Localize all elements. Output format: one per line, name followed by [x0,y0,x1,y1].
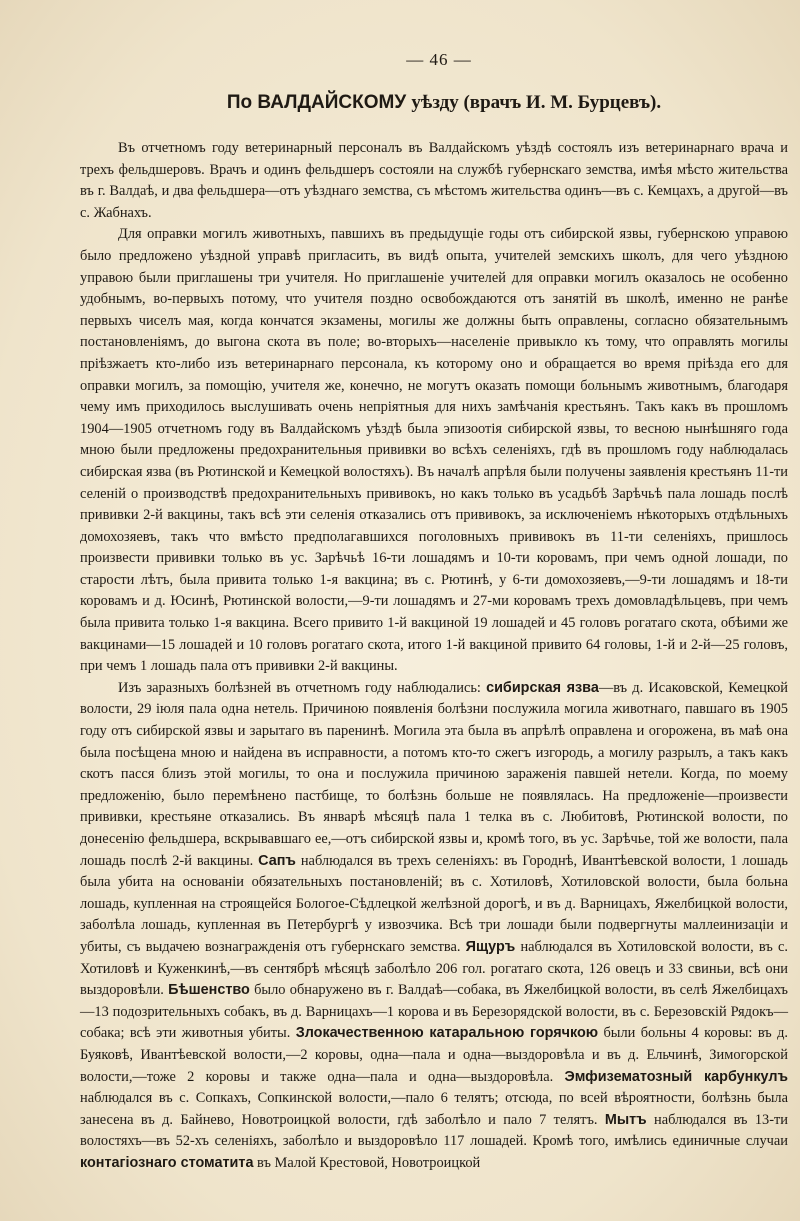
text-run: Въ отчетномъ году ветеринарный персоналъ въ Валдайскомъ уѣздѣ состоялъ изъ ветеринарнаго врача и трехъ фельдшеровъ. Врачъ и одинъ фельдшеръ состояли на службѣ губернскаго земства, имѣя мѣсто жительства въ г. Валдаѣ, и два фельдшера—отъ уѣзднаго земства, съ мѣстомъ жительства одинъ—въ с. Кемцахъ, а другой—въ с. Жабнахъ. [80,140,788,221]
text-run: было обнаружено въ г. Валдаѣ—собака, въ Яжелбицкой волости, въ селѣ Яжелбицахъ—13 подозрительныхъ собакъ, въ д. Варницахъ—1 корова и въ Березорядской волости, въ с. Березовскій Рядокъ—собака; всѣ эти животныя убиты. [80,982,788,1042]
disease-name: Бѣшенство [168,982,250,999]
disease-name: Ящуръ [465,938,516,955]
text-run: Для оправки могилъ животныхъ, павшихъ въ предыдущіе годы отъ сибирской язвы, губернскою управою было предложено уѣздной управѣ пригласить, въ видѣ опыта, учителей земскихъ школъ, для чего уѣздною управою были приглашены три учителя. Но приглашеніе учителей для оправки могилъ оказалось не особенно удобнымъ, во-первыхъ потому, что учителя поздно освобождаются отъ занятій въ школѣ, именно не ранѣе первыхъ чиселъ мая, когда кончатся экзамены, могилы же должны быть оправлены, согласно обязательнымъ постановленіямъ, до выгона скота въ поле; во-вторыхъ—населеніе привыкло къ тому, что оправлять могилы пріѣзжаетъ кто-либо изъ ветеринарнаго персонала, къ которому оно и обращается во время пріѣзда его для оправки могилъ, за помощію, учителя же, конечно, не могутъ оказать помощи больнымъ животнымъ, благодаря чему имъ приходилось выслушивать очень непріятныя для нихъ замѣчанія крестьянъ. Такъ какъ въ прошломъ 1904—1905 отчетномъ году въ Валдайскомъ уѣздѣ была эпизоотія сибирской язвы, то весною нынѣшняго года мною были предложены предохранительныя прививки во всѣхъ селеніяхъ, гдѣ въ прошломъ году наблюдалась сибирская язва (въ Рютинской и Кемецкой волостяхъ). Въ началѣ апрѣля были получены заявленія крестьянъ 11-ти селеній о производствѣ предохранительныхъ прививокъ, но какъ только въ усадьбѣ Зарѣчьѣ пала лошадь послѣ прививки 2-й вакцины, такъ всѣ эти селенія отказались отъ прививокъ, за исключеніемъ нѣкоторыхъ отдѣльныхъ домохозяевъ, такъ что вмѣсто предполагавшихся поголовныхъ прививокъ въ 11-ти селеніяхъ, пришлось произвести прививки только въ ус. Зарѣчьѣ 16-ти лошадямъ и 10-ти коровамъ, при чемъ одной лошади, по старости лѣтъ, была привита только 1-я вакцина; въ с. Рютинѣ, у 6-ти домохозяевъ,—9-ти лошадямъ и 18-ти коровамъ и д. Юсинѣ, Рютинской волости,—9-ти лошадямъ и 27-ми коровамъ трехъ домовладѣльцевъ, при чемъ была привита только 1-я вакцина. Всего привито 1-й вакциной 19 лошадей и 45 головъ рогатаго скота, обѣими же вакцинами—15 лошадей и 10 головъ рогатаго скота, итого 1-й вакциной привито 64 головы, 1-й и 2-й—25 головъ, при чемъ 1 лошадь пала отъ прививки 2-й вакцины. [80,226,788,675]
paragraph [80,224,788,677]
text-run: наблюдался въ 13-ти волостяхъ—въ 52-хъ селеніяхъ, заболѣло и выздоровѣло 117 лошадей. Кромѣ того, имѣлись единичные случаи [80,1111,788,1150]
disease-name: сибирская язва [486,679,599,696]
text-run: наблюдался въ трехъ селеніяхъ: въ Городнѣ, Ивантѣевской волости, 1 лошадь была убита на основаніи обязательныхъ постановленій; въ с. Хотиловѣ, Хотиловской волости, была больна лошадь, купленная на строящейся Бологое-Сѣдлецкой желѣзной дорогѣ, и въ д. Варницахъ, Яжелбицкой волости, заболѣла лошадь, купленная въ Петербургѣ у извозчика. Всѣ три лошади были подвергнуты маллеинизаціи и убиты, съ выдачею вознагражденія отъ губернскаго земства. [80,852,788,955]
heading-bold: По ВАЛДАЙСКОМУ [226,92,407,113]
section-heading [80,92,788,114]
text-run: —въ д. Исаковской, Кемецкой волости, 29 іюля пала одна нетель. Причиною появленія болѣзни послужила могила животнаго, павшаго въ 1905 году отъ сибирской язвы и зарытаго въ паренинѣ. Могила эта была въ апрѣлѣ оправлена и огорожена, въ маѣ она была посѣщена мною и найдена въ исправности, а потомъ кто-то сжегъ изгородь, а могилу разрылъ, а такъ какъ скотъ пасся близъ этой могилы, то она и послужила причиною зараженія павшей нетели. Когда, по моему предложенію, было перемѣнено пастбище, то болѣзнь больше не появлялась. На предложеніе—произвести прививки, крестьяне отказались. Въ январѣ мѣсяцѣ пала 1 телка въ с. Любитовѣ, Рютинской волости, по донесенію фельдшера, вскрывавшаго ее,—отъ сибирской язвы и, кромѣ того, въ ус. Зарѣчье, той же волости, пала лошадь послѣ 2-й вакцины. [80,679,788,869]
body-text [80,138,788,1175]
page-number: — 46 — [406,50,472,69]
disease-name: Мытъ [604,1111,647,1128]
heading-rest: уѣзду (врачъ И. М. Бурцевъ). [411,92,662,113]
text-run: Изъ заразныхъ болѣзней въ отчетномъ году наблюдались: [118,679,487,696]
disease-name: контагіознаго стоматита [80,1154,254,1171]
disease-name: Злокачественною катаральною горячкою [295,1025,599,1042]
disease-name: Эмфизематозный карбункулъ [564,1068,788,1085]
disease-name: Сапъ [258,852,296,869]
text-run: наблюдался въ Хотиловской волости, въ с. Хотиловѣ и Куженкинѣ,—въ сентябрѣ мѣсяцѣ заболѣло 206 гол. рогатаго скота, 126 овецъ и 33 свиньи, всѣ они выздоровѣли. [80,938,788,999]
text-run: были больны 4 коровы: въ д. Буяковѣ, Ивантѣевской волости,—2 коровы, одна—пала и одна—выздоровѣла и въ д. Ельчинѣ, Зимогорской волости,—тоже 2 коровы и также одна—пала и одна—выздоровѣла. [80,1025,789,1085]
paragraph [80,678,788,1175]
text-run: наблюдался въ с. Сопкахъ, Сопкинской волости,—пало 6 телятъ; отсюда, по всей вѣроятности, болѣзнь была занесена въ д. Байнево, Новотроицкой волости, гдѣ заболѣло и пало 7 телятъ. [80,1090,788,1128]
text-run: въ Малой Крестовой, Новотроицкой [253,1154,481,1171]
paragraph [80,138,788,224]
